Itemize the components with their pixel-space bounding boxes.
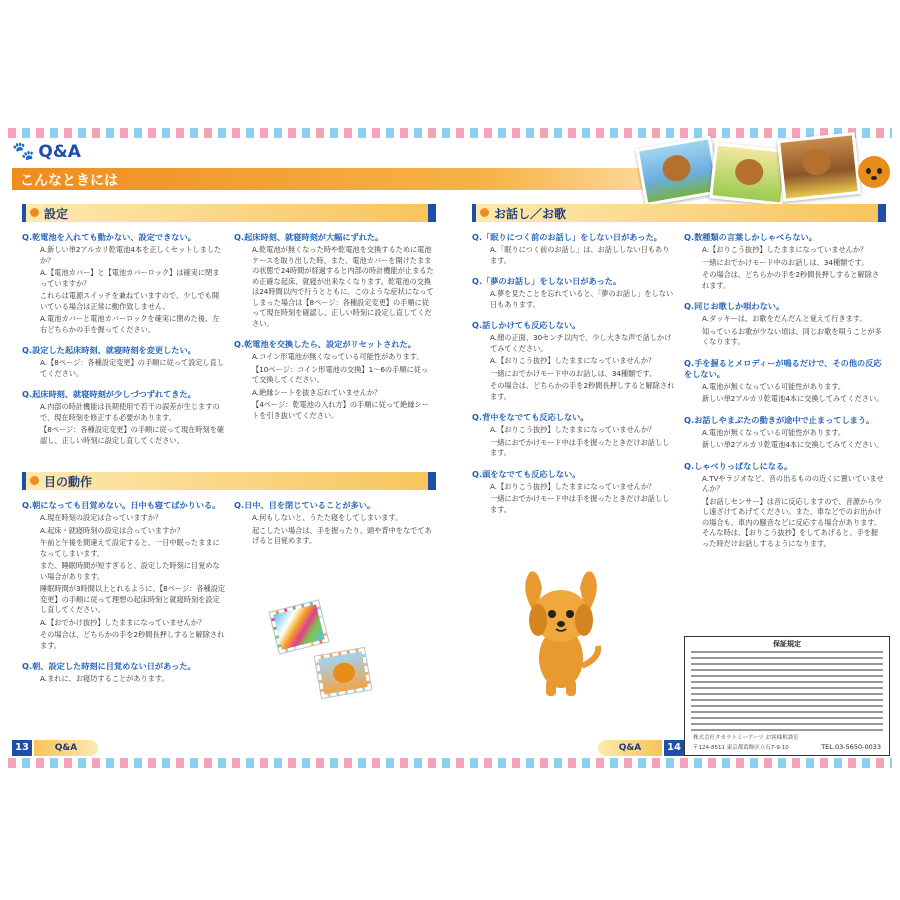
qa-item	[684, 232, 884, 291]
page-number: 13	[12, 740, 32, 756]
paw-icon: 🐾	[12, 141, 35, 162]
answer-text: 知っているお歌が少ない頃は、同じお歌を唄うことが多くなります。	[702, 326, 882, 346]
qa-item	[234, 339, 434, 421]
photo-dog-swing	[636, 136, 721, 206]
answer-text: その場合は、どちらかの手を2秒間長押しすると解除されます。	[40, 630, 225, 650]
qa-item	[22, 389, 226, 446]
answer-text: A.【電池カバー】と【電池カバーロック】は確実に閉まっていますか？	[40, 268, 220, 288]
question-text: Q.朝になっても目覚めない。日中も寝てばかりいる。	[22, 500, 221, 510]
answer-text: また、睡眠時間が短すぎると、設定した時刻に目覚めない場合があります。	[40, 561, 220, 581]
answer-text: A.【8ページ：各種設定変更】の手順に従って設定し直してください。	[40, 358, 225, 378]
section-header-eyes	[22, 472, 436, 490]
question-text: Q.お話しやまぶたの動きが途中で止まってしまう。	[684, 414, 875, 425]
talk-column-1	[472, 232, 676, 525]
question-text: Q.乾電池を入れても動かない、設定できない。	[22, 232, 196, 242]
question-text: Q.日中、目を閉じていることが多い。	[234, 500, 376, 510]
answer-text: A.【おりこう抜抄】したままになっていませんか？	[490, 356, 656, 365]
warranty-tel: TEL.03-5650-0033	[821, 743, 881, 751]
section-title: 設定	[44, 207, 69, 221]
answer-text: 【4ページ：乾電池の入れ方】の手順に従って絶縁シートを引き抜いてください。	[252, 400, 429, 420]
rainbow-stamp-image	[270, 601, 329, 654]
answer-text: その場合は、どちらかの手を2秒間長押しすると解除されます。	[702, 270, 880, 290]
answer-text: A.【おりこう抜抄】したままになっていませんか？	[490, 481, 656, 491]
warranty-title: 保証規定	[773, 640, 801, 648]
question-text: Q.手を握るとメロディーが鳴るだけで、その他の反応をしない。	[684, 357, 882, 379]
question-text: Q.同じお歌しか唄わない。	[684, 301, 785, 311]
answer-text: その場合は、どちらかの手を2秒間長押しすると解除されます。	[490, 381, 675, 401]
settings-column-2	[234, 232, 434, 431]
bullet-icon	[480, 208, 489, 217]
answer-text: A.「眠りにつく前のお話し」は、お話ししない日もあります。	[490, 245, 670, 265]
question-text: Q.起床時刻、就寝時刻が少しづつずれてきた。	[22, 389, 196, 399]
page-number: 14	[664, 740, 684, 756]
answer-text: 新しい単2アルカリ乾電池4本に交換してみてください。	[702, 394, 884, 403]
dog-mascot-image	[516, 558, 606, 698]
answer-text: A.【おりこう抜抄】したままになっていませんか？	[490, 425, 656, 434]
qa-item	[684, 301, 884, 348]
section-title: 目の動作	[44, 475, 93, 489]
photo-dog-field	[709, 142, 788, 205]
answer-text: A.コイン形電池が無くなっている可能性があります。	[252, 352, 424, 361]
page-label: Q&A	[598, 740, 662, 756]
qa-item	[472, 320, 676, 402]
dog-stamp-image	[315, 648, 372, 698]
answer-text: 【10ページ：コイン形電池の交換】1〜6の手順に従って交換してください。	[252, 364, 429, 384]
photo-dog-flowers	[777, 132, 861, 202]
answer-text: A.【おでかけ抜抄】したままになっていませんか？	[40, 617, 206, 627]
eyes-column-1	[22, 500, 226, 695]
answer-text: 一緒におでかけモード中は手を握ったときだけお話しします。	[490, 494, 670, 514]
question-text: Q.朝、設定した時刻に目覚めない日があった。	[22, 661, 196, 671]
answer-text: A.顔の正面、30センチ以内で、少し大きな声で話しかけてみてください。	[490, 333, 672, 353]
manual-spread	[8, 128, 892, 768]
answer-text: A.電池カバーと電池カバーロックを確実に閉めた後、左右どちらかの手を握ってください。	[40, 314, 220, 334]
answer-text: これらは電源スイッチを兼ねていますので、少しでも開いている場合は正常に動作致しません。	[40, 291, 220, 311]
eyes-column-2	[234, 500, 434, 557]
dog-mascot-head-icon	[854, 152, 892, 196]
qa-item	[234, 232, 434, 329]
qa-item	[22, 232, 226, 335]
question-text: Q.しゃべりっぱなしになる。	[684, 460, 793, 471]
page-number-left	[12, 740, 102, 756]
question-text: Q.「夢のお話し」をしない日があった。	[472, 276, 622, 286]
qa-item	[684, 358, 884, 405]
question-text: Q.頭をなでても反応しない。	[472, 468, 581, 479]
question-text: Q.乾電池を交換したら、設定がリセットされた。	[234, 339, 416, 349]
answer-text: A.現在時刻の設定は合っていますか？	[40, 513, 163, 522]
situation-banner	[12, 168, 692, 190]
bullet-icon	[30, 476, 39, 485]
qa-item	[684, 415, 884, 451]
answer-text: A.TVやラジオなど、音の出るものの近くに置いていませんか？	[702, 473, 884, 493]
answer-text: 【8ページ：各種設定変更】の手順に従って現在時刻を確認し、正しい時刻に設定し直してください。	[40, 425, 225, 445]
section-title: お話し／お歌	[494, 207, 567, 221]
qa-item	[22, 661, 226, 685]
question-text: Q.「眠りにつく前のお話し」をしない日があった。	[472, 232, 662, 242]
qa-item	[472, 412, 676, 459]
answer-text: A.内部の時計機能は長期使用で若干の誤差が生じますので、現在時刻を修正する必要があります。	[40, 402, 220, 422]
section-header-talk	[472, 204, 886, 222]
answer-text: 一緒におでかけモード中のお話しは、34種類です。	[702, 257, 869, 267]
answer-text: A.まれに、お寝坊することがあります。	[40, 674, 169, 683]
qa-item	[472, 276, 676, 310]
settings-column-1	[22, 232, 226, 456]
question-text: Q.起床時刻、就寝時刻が大幅にずれた。	[234, 232, 384, 242]
warranty-company: 株式会社タカラトミーアーツ お客様相談室	[693, 735, 799, 741]
warranty-box	[684, 636, 890, 756]
answer-text: 一緒におでかけモード中のお話しは、34種類です。	[490, 368, 657, 378]
answer-text: A.起床・就寝時刻の設定は合っていますか？	[40, 525, 184, 535]
question-text: Q.設定した起床時刻、就寝時刻を変更したい。	[22, 345, 196, 355]
answer-text: A.【おりこう抜抄】したままになっていませんか？	[702, 245, 868, 254]
answer-text: 起こしたい場合は、手を握ったり、頭や背中をなでてあげると目覚めます。	[252, 525, 432, 545]
answer-text: A.夢を見たことを忘れていると、「夢のお話し」をしない日もあります。	[490, 289, 674, 309]
qa-item	[22, 500, 226, 651]
qa-item	[234, 500, 434, 547]
qa-item	[684, 461, 884, 550]
answer-text: A.何もしないと、うたた寝をしてしまいます。	[252, 513, 403, 522]
answer-text: A.電池が無くなっている可能性があります。	[702, 381, 846, 391]
banner-text: こんなときには	[20, 173, 118, 189]
qa-title: Q&A	[38, 142, 81, 162]
question-text: Q.数種類の言葉しかしゃべらない。	[684, 232, 817, 242]
answer-text: A.電池が無くなっている可能性があります。	[702, 427, 846, 437]
answer-text: 【お話しセンサー】は音に反応しますので、音源から少し遠ざけてあげてください。また、車などでのお出かけの場合も、車内の騒音などに反応する場合があります。そんな時は、【おりこう抜抄】をしてあげると、手を握った時だけお話しするようになります。	[702, 496, 882, 548]
answer-text: 午前と午後を間違えて設定すると、一日中眠ったままになってしまいます。	[40, 538, 220, 558]
answer-text: A.絶縁シートを抜き忘れていませんか？	[252, 387, 382, 397]
page-number-right	[598, 740, 688, 756]
question-text: Q.背中をなでても反応しない。	[472, 412, 589, 422]
qa-item	[472, 232, 676, 266]
answer-text: A.乾電池が無くなった時や乾電池を交換するために電池ケースを取り出した時、また、電池カバーを開けたままの状態で24時間が経過すると内部の時計機能が止まるため正確な起床、就寝が出来なくなります。乾電池の交換は24時間以内で行うとともに、このような症状になってしまった場合は【8ページ：各種設定変更】の手順に従って現在時刻を確認し、正しい時刻に設定し直してください。	[252, 245, 434, 328]
answer-text: 新しい単2アルカリ乾電池4本に交換してみてください。	[702, 440, 884, 449]
warranty-address: 〒124-8511 東京都葛飾区立石7-9-10	[693, 745, 789, 751]
qa-header	[12, 142, 81, 162]
answer-text: A.ダッキーは、お歌をだんだんと覚えて行きます。	[702, 314, 867, 323]
qa-item	[22, 345, 226, 379]
bottom-stripe-border	[8, 758, 892, 768]
bullet-icon	[30, 208, 39, 217]
answer-text: 睡眠時間が3時間以上とれるように、【8ページ：各種設定変更】の手順に従って理想の起床時刻と就寝時刻を設定し直してください。	[40, 584, 226, 614]
section-header-settings	[22, 204, 436, 222]
answer-text: 一緒におでかけモード中は手を握ったときだけお話しします。	[490, 437, 670, 457]
answer-text: A.新しい単2アルカリ乾電池4本を正しくセットしましたか？	[40, 245, 222, 265]
page-label: Q&A	[34, 740, 98, 756]
talk-column-2	[684, 232, 884, 559]
question-text: Q.話しかけても反応しない。	[472, 320, 581, 330]
qa-item	[472, 469, 676, 516]
